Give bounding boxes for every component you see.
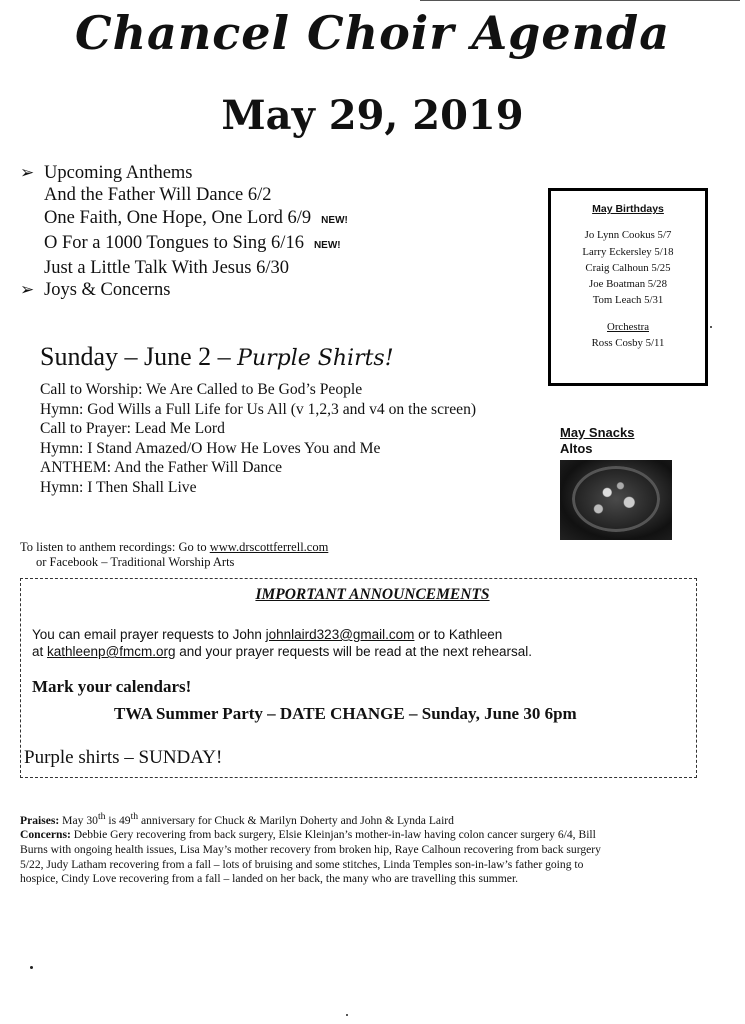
anthem-title: Just a Little Talk With Jesus 6/30	[44, 258, 289, 279]
prayer-line	[32, 643, 532, 660]
joys-concerns-heading	[20, 279, 348, 301]
speck	[710, 326, 712, 328]
concerns-label: Concerns:	[20, 828, 71, 842]
snacks-group: Altos	[560, 441, 593, 456]
praises-text: May 30	[59, 813, 98, 827]
prayer-text: or to Kathleen	[414, 627, 503, 642]
new-badge: NEW!	[321, 214, 348, 226]
prayer-text: at	[32, 644, 48, 659]
listen-line	[20, 540, 328, 555]
upcoming-anthems-heading	[20, 162, 348, 184]
concerns-line: Burns with ongoing health issues, Lisa May’s mother recovery from broken hip, Raye Calhoun recovering from back surgery	[20, 843, 601, 857]
concerns-line: hospice, Cindy Love recovering from a fall – landed on her back, the many who are travelling this summer.	[20, 872, 519, 886]
service-item: Call to Prayer: Lead Me Lord	[40, 420, 225, 437]
ordinal-suffix: th	[130, 811, 139, 822]
ordinal-suffix: th	[97, 811, 106, 822]
top-rule	[420, 0, 740, 1]
speck	[346, 1014, 348, 1016]
listen-prefix: To listen to anthem recordings: Go to	[20, 540, 210, 554]
anthem-title: O For a 1000 Tongues to Sing 6/16	[44, 232, 304, 253]
agenda-date: May 29, 2019	[221, 92, 524, 139]
praises-text: is 49	[105, 813, 131, 827]
order-of-service	[40, 380, 476, 497]
service-item: Call to Worship: We Are Called to Be God’s People	[40, 381, 363, 398]
page-title: Chancel Choir Agenda	[74, 6, 671, 60]
arrow-bullet-icon: ➢	[20, 280, 35, 301]
praises-label: Praises:	[20, 813, 60, 827]
birthdays-box	[548, 188, 708, 386]
birthday-entry: Craig Calhoun 5/25	[585, 261, 671, 274]
snacks-title: May Snacks	[560, 425, 635, 440]
recordings-link[interactable]: www.drscottferrell.com	[209, 540, 329, 554]
snacks-photo	[560, 460, 672, 540]
kathleen-email-link[interactable]: kathleenp@fmcm.org	[47, 644, 176, 659]
concerns-line: 5/22, Judy Latham recovering from a fall – lots of bruising and some stitches, Linda Temples son-in-law’s father going to	[20, 857, 584, 871]
speck	[30, 966, 33, 969]
anthem-item	[20, 257, 348, 279]
anthem-item	[20, 184, 348, 206]
mark-calendars: Mark your calendars!	[32, 677, 192, 696]
concerns-text: Debbie Gery recovering from back surgery, Elsie Kleinjan’s mother-in-law having colon cancer surgery 6/4, Bill	[70, 828, 596, 842]
arrow-bullet-icon: ➢	[20, 163, 35, 183]
facebook-line: or Facebook – Traditional Worship Arts	[36, 555, 235, 569]
sunday-theme: Purple Shirts!	[237, 346, 394, 371]
sunday-date: Sunday – June 2 –	[40, 342, 238, 371]
birthday-entry: Jo Lynn Cookus 5/7	[584, 229, 672, 242]
concerns-line	[20, 828, 720, 843]
anthem-title: And the Father Will Dance 6/2	[44, 185, 272, 206]
birthday-entry: Joe Boatman 5/28	[589, 278, 667, 291]
service-item: ANTHEM: And the Father Will Dance	[40, 459, 283, 476]
new-badge: NEW!	[313, 239, 341, 251]
praises-line	[20, 810, 720, 828]
upcoming-anthems-label: Upcoming Anthems	[44, 163, 193, 183]
praises-concerns	[20, 810, 720, 887]
birthdays-heading: May Birthdays	[592, 203, 664, 215]
prayer-request-text	[32, 626, 532, 660]
announcements-heading: IMPORTANT ANNOUNCEMENTS	[255, 586, 490, 603]
praises-text: anniversary for Chuck & Marilyn Doherty and John & Lynda Laird	[138, 813, 454, 827]
purple-shirts-reminder: Purple shirts – SUNDAY!	[24, 747, 223, 768]
service-item: Hymn: I Stand Amazed/O How He Loves You and Me	[40, 439, 381, 457]
orchestra-heading: Orchestra	[607, 320, 649, 333]
prayer-line	[32, 626, 532, 643]
prayer-text: and your prayer requests will be read at the next rehearsal.	[175, 644, 532, 659]
birthday-entry: Tom Leach 5/31	[592, 294, 664, 307]
listen-info	[20, 540, 328, 570]
service-item: Hymn: God Wills a Full Life for Us All (v 1,2,3 and v4 on the screen)	[40, 400, 477, 418]
anthem-title: One Faith, One Hope, One Lord 6/9	[44, 207, 312, 228]
sunday-heading	[40, 342, 394, 372]
john-email-link[interactable]: johnlaird323@gmail.com	[265, 627, 415, 642]
prayer-text: You can email prayer requests to John	[32, 627, 266, 642]
joys-concerns-label: Joys & Concerns	[44, 280, 171, 301]
service-item: Hymn: I Then Shall Live	[40, 478, 197, 496]
twa-summer-party: TWA Summer Party – DATE CHANGE – Sunday, June 30 6pm	[114, 704, 577, 723]
orchestra-birthday-entry: Ross Cosby 5/11	[591, 337, 665, 350]
snack-bowl-image	[572, 466, 660, 532]
anthem-item	[20, 207, 348, 232]
anthems-section	[20, 162, 348, 302]
anthem-item	[20, 232, 348, 257]
birthday-entry: Larry Eckersley 5/18	[582, 245, 674, 258]
snacks-section	[560, 425, 634, 457]
